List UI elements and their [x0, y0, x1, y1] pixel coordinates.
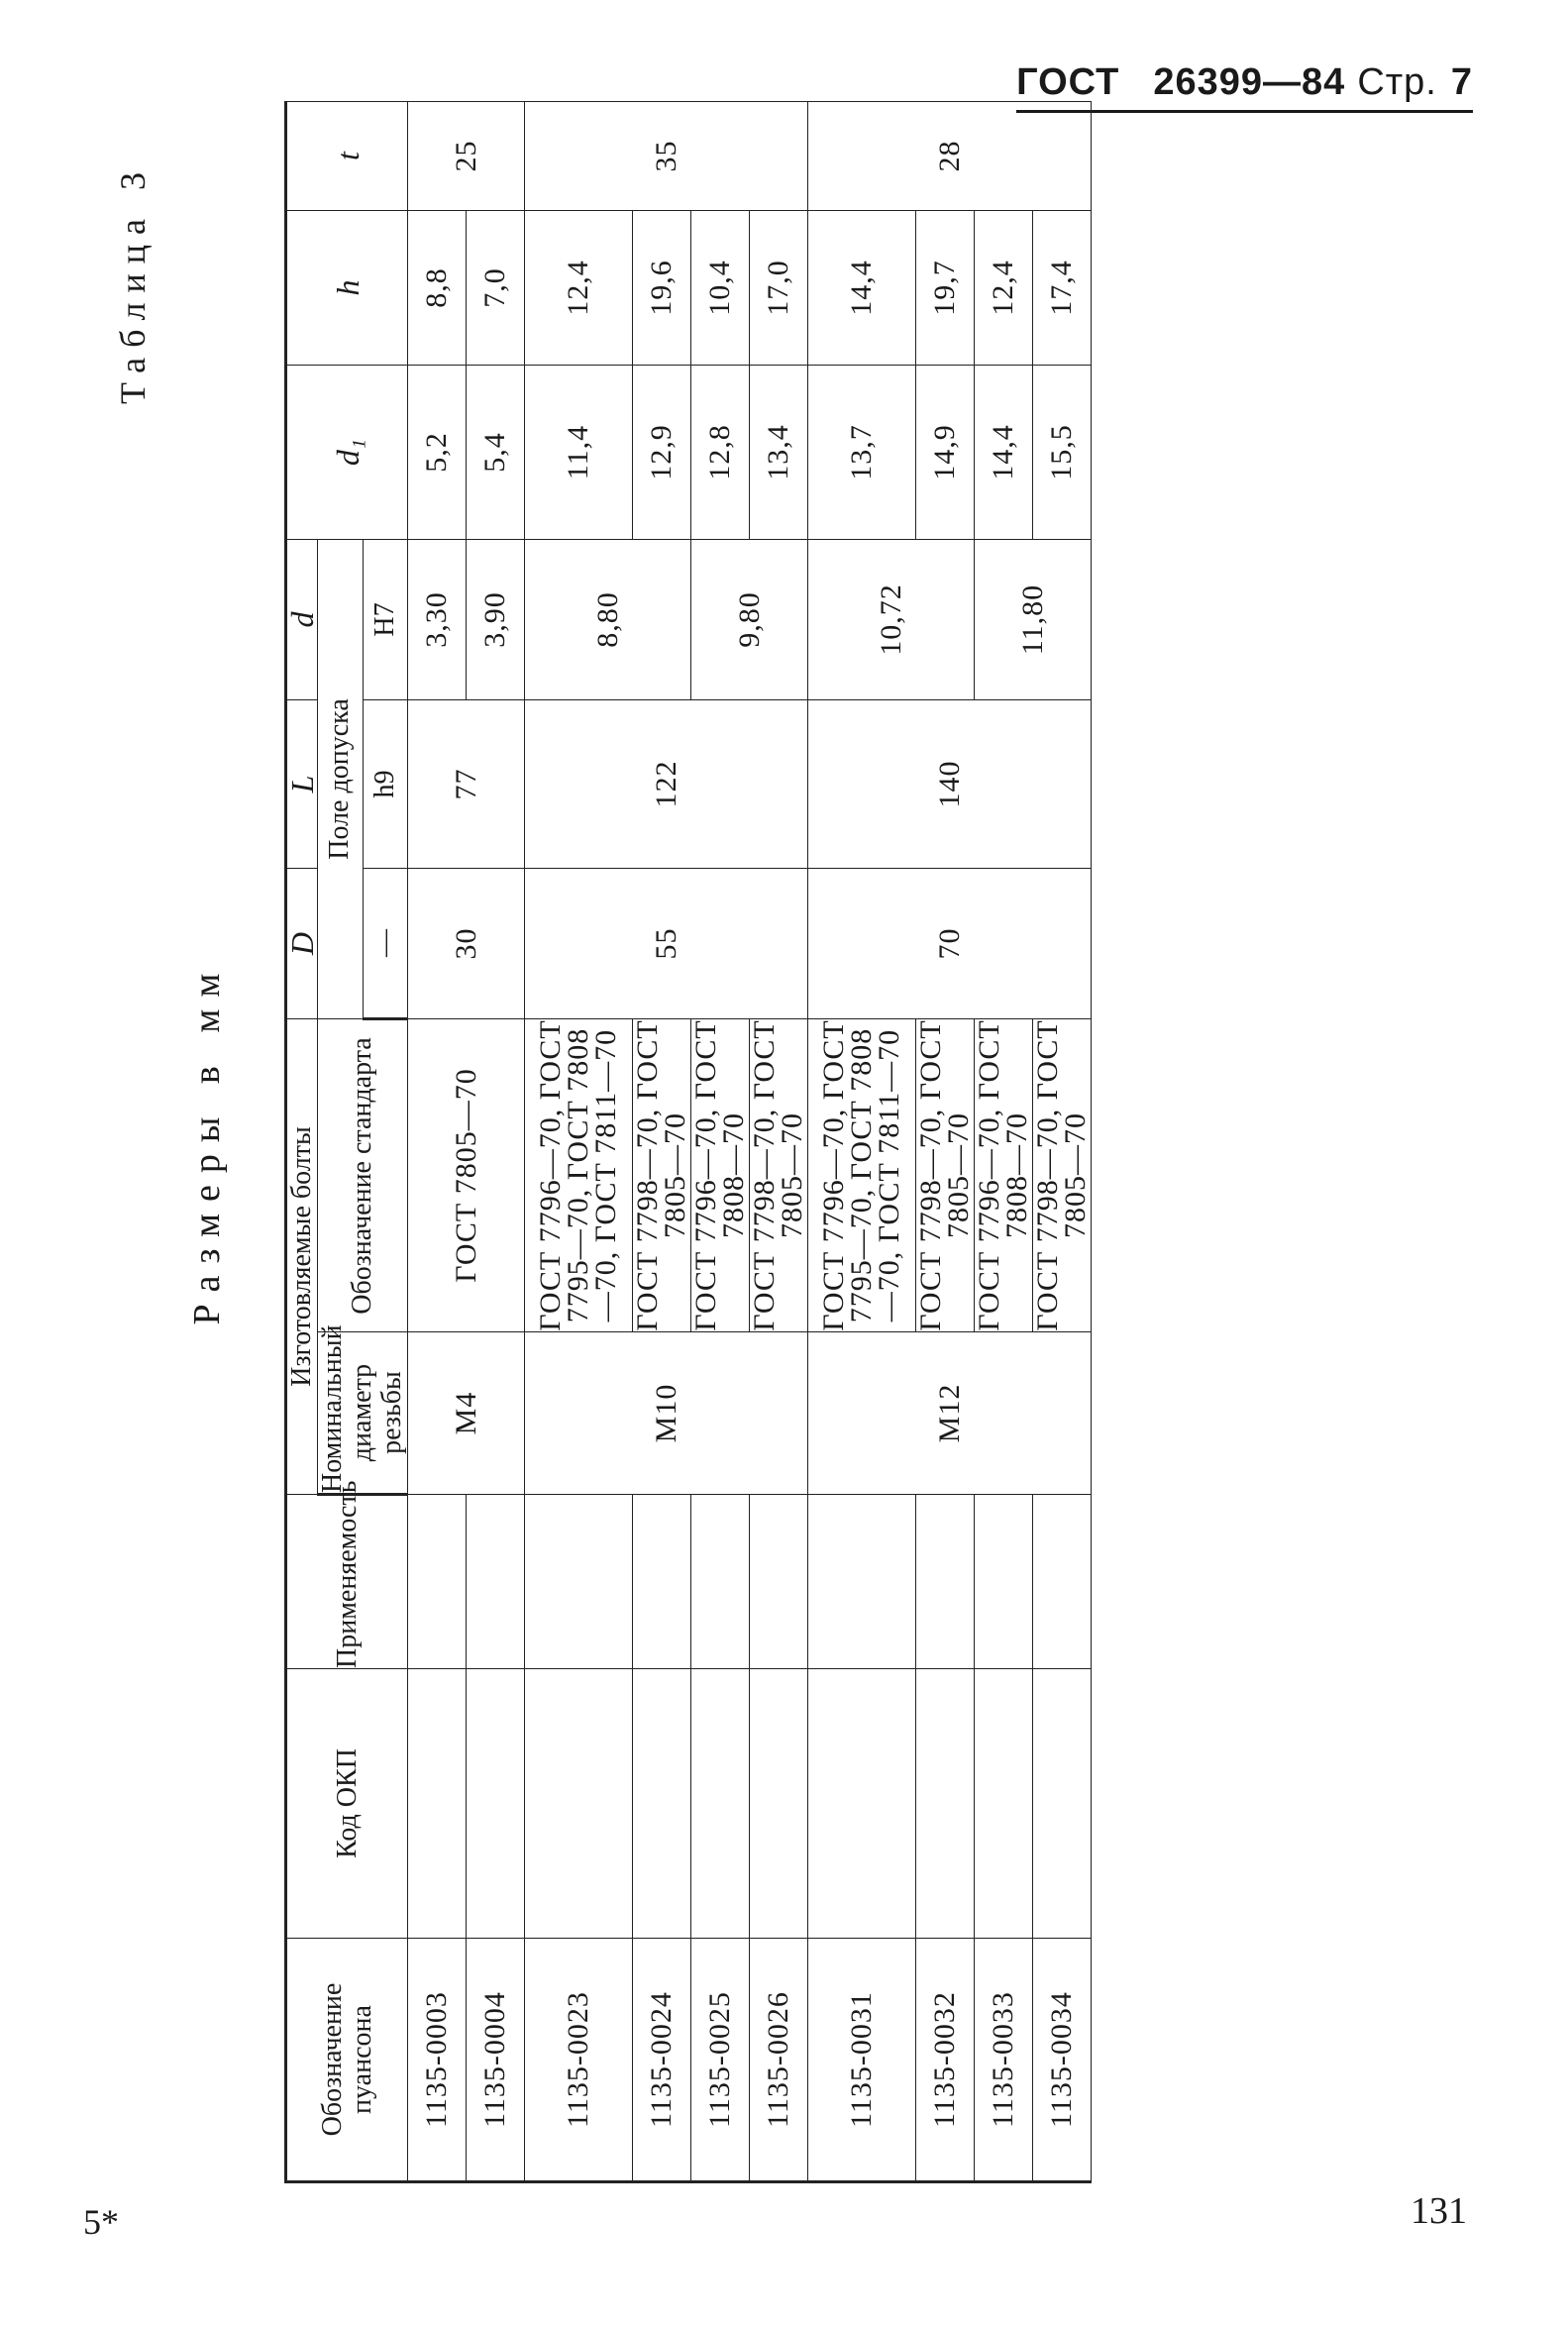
- d1-cell: 5,2: [408, 366, 467, 540]
- h-cell: 17,0: [750, 211, 808, 366]
- d-cell: 10,72: [808, 540, 975, 700]
- table-row: [633, 102, 691, 2182]
- thread-cell: M4: [408, 1332, 525, 1495]
- designation-cell: 1135-0026: [750, 1939, 808, 2182]
- col-designation: Обозначение пуансона: [286, 1939, 408, 2182]
- designation-cell: 1135-0025: [691, 1939, 750, 2182]
- D-cell: 55: [525, 869, 808, 1019]
- table-row: [916, 102, 975, 2182]
- table-row: [691, 102, 750, 2182]
- okp-cell: [1033, 1669, 1092, 1939]
- standard-cell: ГОСТ 7796—70, ГОСТ 7808—70: [973, 1019, 1033, 1331]
- standard-cell: ГОСТ 7798—70, ГОСТ 7805—70: [748, 1019, 808, 1331]
- d-cell: 3,90: [467, 540, 525, 700]
- col-D: D: [286, 869, 318, 1019]
- table-row: [1033, 102, 1092, 2182]
- applicability-cell: [750, 1495, 808, 1669]
- d1-cell: 14,9: [916, 366, 975, 540]
- table-row: [408, 102, 467, 2182]
- tol-D: —: [363, 869, 408, 1019]
- table-label: Таблица 3: [113, 162, 153, 404]
- header-number: 26399—84: [1153, 61, 1346, 103]
- table-row: [975, 102, 1033, 2182]
- L-cell: 122: [525, 700, 808, 869]
- col-d: d: [286, 540, 318, 700]
- L-cell: 140: [808, 700, 1092, 869]
- applicability-cell: [525, 1495, 633, 1669]
- designation-cell: 1135-0034: [1033, 1939, 1092, 2182]
- h-cell: 19,6: [633, 211, 691, 366]
- applicability-cell: [916, 1495, 975, 1669]
- punch-table: [284, 101, 1092, 2183]
- d1-cell: 11,4: [525, 366, 633, 540]
- standard-cell: ГОСТ 7798—70, ГОСТ 7805—70: [914, 1019, 975, 1331]
- designation-cell: 1135-0004: [467, 1939, 525, 2182]
- h-cell: 7,0: [467, 211, 525, 366]
- d1-cell: 5,4: [467, 366, 525, 540]
- h-cell: 8,8: [408, 211, 467, 366]
- tol-d: H7: [363, 540, 408, 700]
- d-cell: 8,80: [525, 540, 691, 700]
- table-row: [525, 102, 633, 2182]
- footer-page-number: 131: [1411, 2190, 1467, 2232]
- d1-cell: 13,4: [750, 366, 808, 540]
- okp-cell: [750, 1669, 808, 1939]
- h-cell: 19,7: [916, 211, 975, 366]
- D-cell: 30: [408, 869, 525, 1019]
- d-cell: 11,80: [975, 540, 1092, 700]
- standard-cell: ГОСТ 7796—70, ГОСТ 7795—70, ГОСТ 7808—70, ГОСТ 7811—70: [525, 1019, 633, 1332]
- designation-cell: 1135-0032: [916, 1939, 975, 2182]
- col-bolts-group: Изготовляемые болты: [286, 1019, 318, 1495]
- okp-cell: [408, 1669, 467, 1939]
- t-cell: 28: [808, 102, 1092, 211]
- designation-cell: 1135-0024: [633, 1939, 691, 2182]
- header-page-number: 7: [1450, 61, 1473, 103]
- applicability-cell: [1033, 1495, 1092, 1669]
- okp-cell: [525, 1669, 633, 1939]
- thread-cell: M10: [525, 1332, 808, 1495]
- col-applicability: Применяемость: [286, 1495, 408, 1669]
- okp-cell: [691, 1669, 750, 1939]
- t-cell: 25: [408, 102, 525, 211]
- okp-cell: [808, 1669, 916, 1939]
- h-cell: 10,4: [691, 211, 750, 366]
- sizes-note: Размеры в мм: [186, 961, 228, 1325]
- applicability-cell: [633, 1495, 691, 1669]
- thread-cell: M12: [808, 1332, 1092, 1495]
- col-t: t: [286, 102, 408, 211]
- col-standard: Обозначение стандарта: [318, 1019, 408, 1332]
- h-cell: 17,4: [1033, 211, 1092, 366]
- d-cell: 3,30: [408, 540, 467, 700]
- L-cell: 77: [408, 700, 525, 869]
- standard-cell: ГОСТ 7805—70: [408, 1019, 525, 1332]
- h-cell: 12,4: [975, 211, 1033, 366]
- h-cell: 12,4: [525, 211, 633, 366]
- col-L: L: [286, 700, 318, 869]
- standard-cell: ГОСТ 7796—70, ГОСТ 7808—70: [689, 1019, 750, 1331]
- standard-cell: ГОСТ 7798—70, ГОСТ 7805—70: [1031, 1019, 1092, 1331]
- col-thread-diam: Номинальный диаметр резьбы: [317, 1324, 407, 1493]
- applicability-cell: [975, 1495, 1033, 1669]
- footer-signature-mark: 5*: [83, 2202, 119, 2242]
- d1-cell: 12,9: [633, 366, 691, 540]
- d1-cell: 14,4: [975, 366, 1033, 540]
- t-cell: 35: [525, 102, 808, 211]
- designation-cell: 1135-0031: [808, 1939, 916, 2182]
- designation-cell: 1135-0033: [975, 1939, 1033, 2182]
- designation-cell: 1135-0023: [525, 1939, 633, 2182]
- rotated-table-area: [112, 103, 1455, 2183]
- d-cell: 9,80: [691, 540, 808, 700]
- col-tolerance: Поле допуска: [318, 540, 364, 1019]
- applicability-cell: [808, 1495, 916, 1669]
- table-row: [750, 102, 808, 2182]
- okp-cell: [975, 1669, 1033, 1939]
- col-h: h: [286, 211, 408, 366]
- standard-cell: ГОСТ 7798—70, ГОСТ 7805—70: [631, 1019, 691, 1331]
- okp-cell: [467, 1669, 525, 1939]
- D-cell: 70: [808, 869, 1092, 1019]
- header-page-label: Стр.: [1357, 61, 1437, 103]
- okp-cell: [916, 1669, 975, 1939]
- tol-L: h9: [363, 700, 408, 869]
- okp-cell: [633, 1669, 691, 1939]
- header-standard: ГОСТ: [1016, 61, 1120, 103]
- col-okp: Код ОКП: [286, 1669, 408, 1939]
- applicability-cell: [691, 1495, 750, 1669]
- table-row: [808, 102, 916, 2182]
- d1-cell: 13,7: [808, 366, 916, 540]
- d1-cell: 15,5: [1033, 366, 1092, 540]
- designation-cell: 1135-0003: [408, 1939, 467, 2182]
- col-d1: d₁: [286, 366, 408, 540]
- d1-cell: 12,8: [691, 366, 750, 540]
- applicability-cell: [467, 1495, 525, 1669]
- applicability-cell: [408, 1495, 467, 1669]
- h-cell: 14,4: [808, 211, 916, 366]
- standard-cell: ГОСТ 7796—70, ГОСТ 7795—70, ГОСТ 7808—70, ГОСТ 7811—70: [808, 1019, 916, 1332]
